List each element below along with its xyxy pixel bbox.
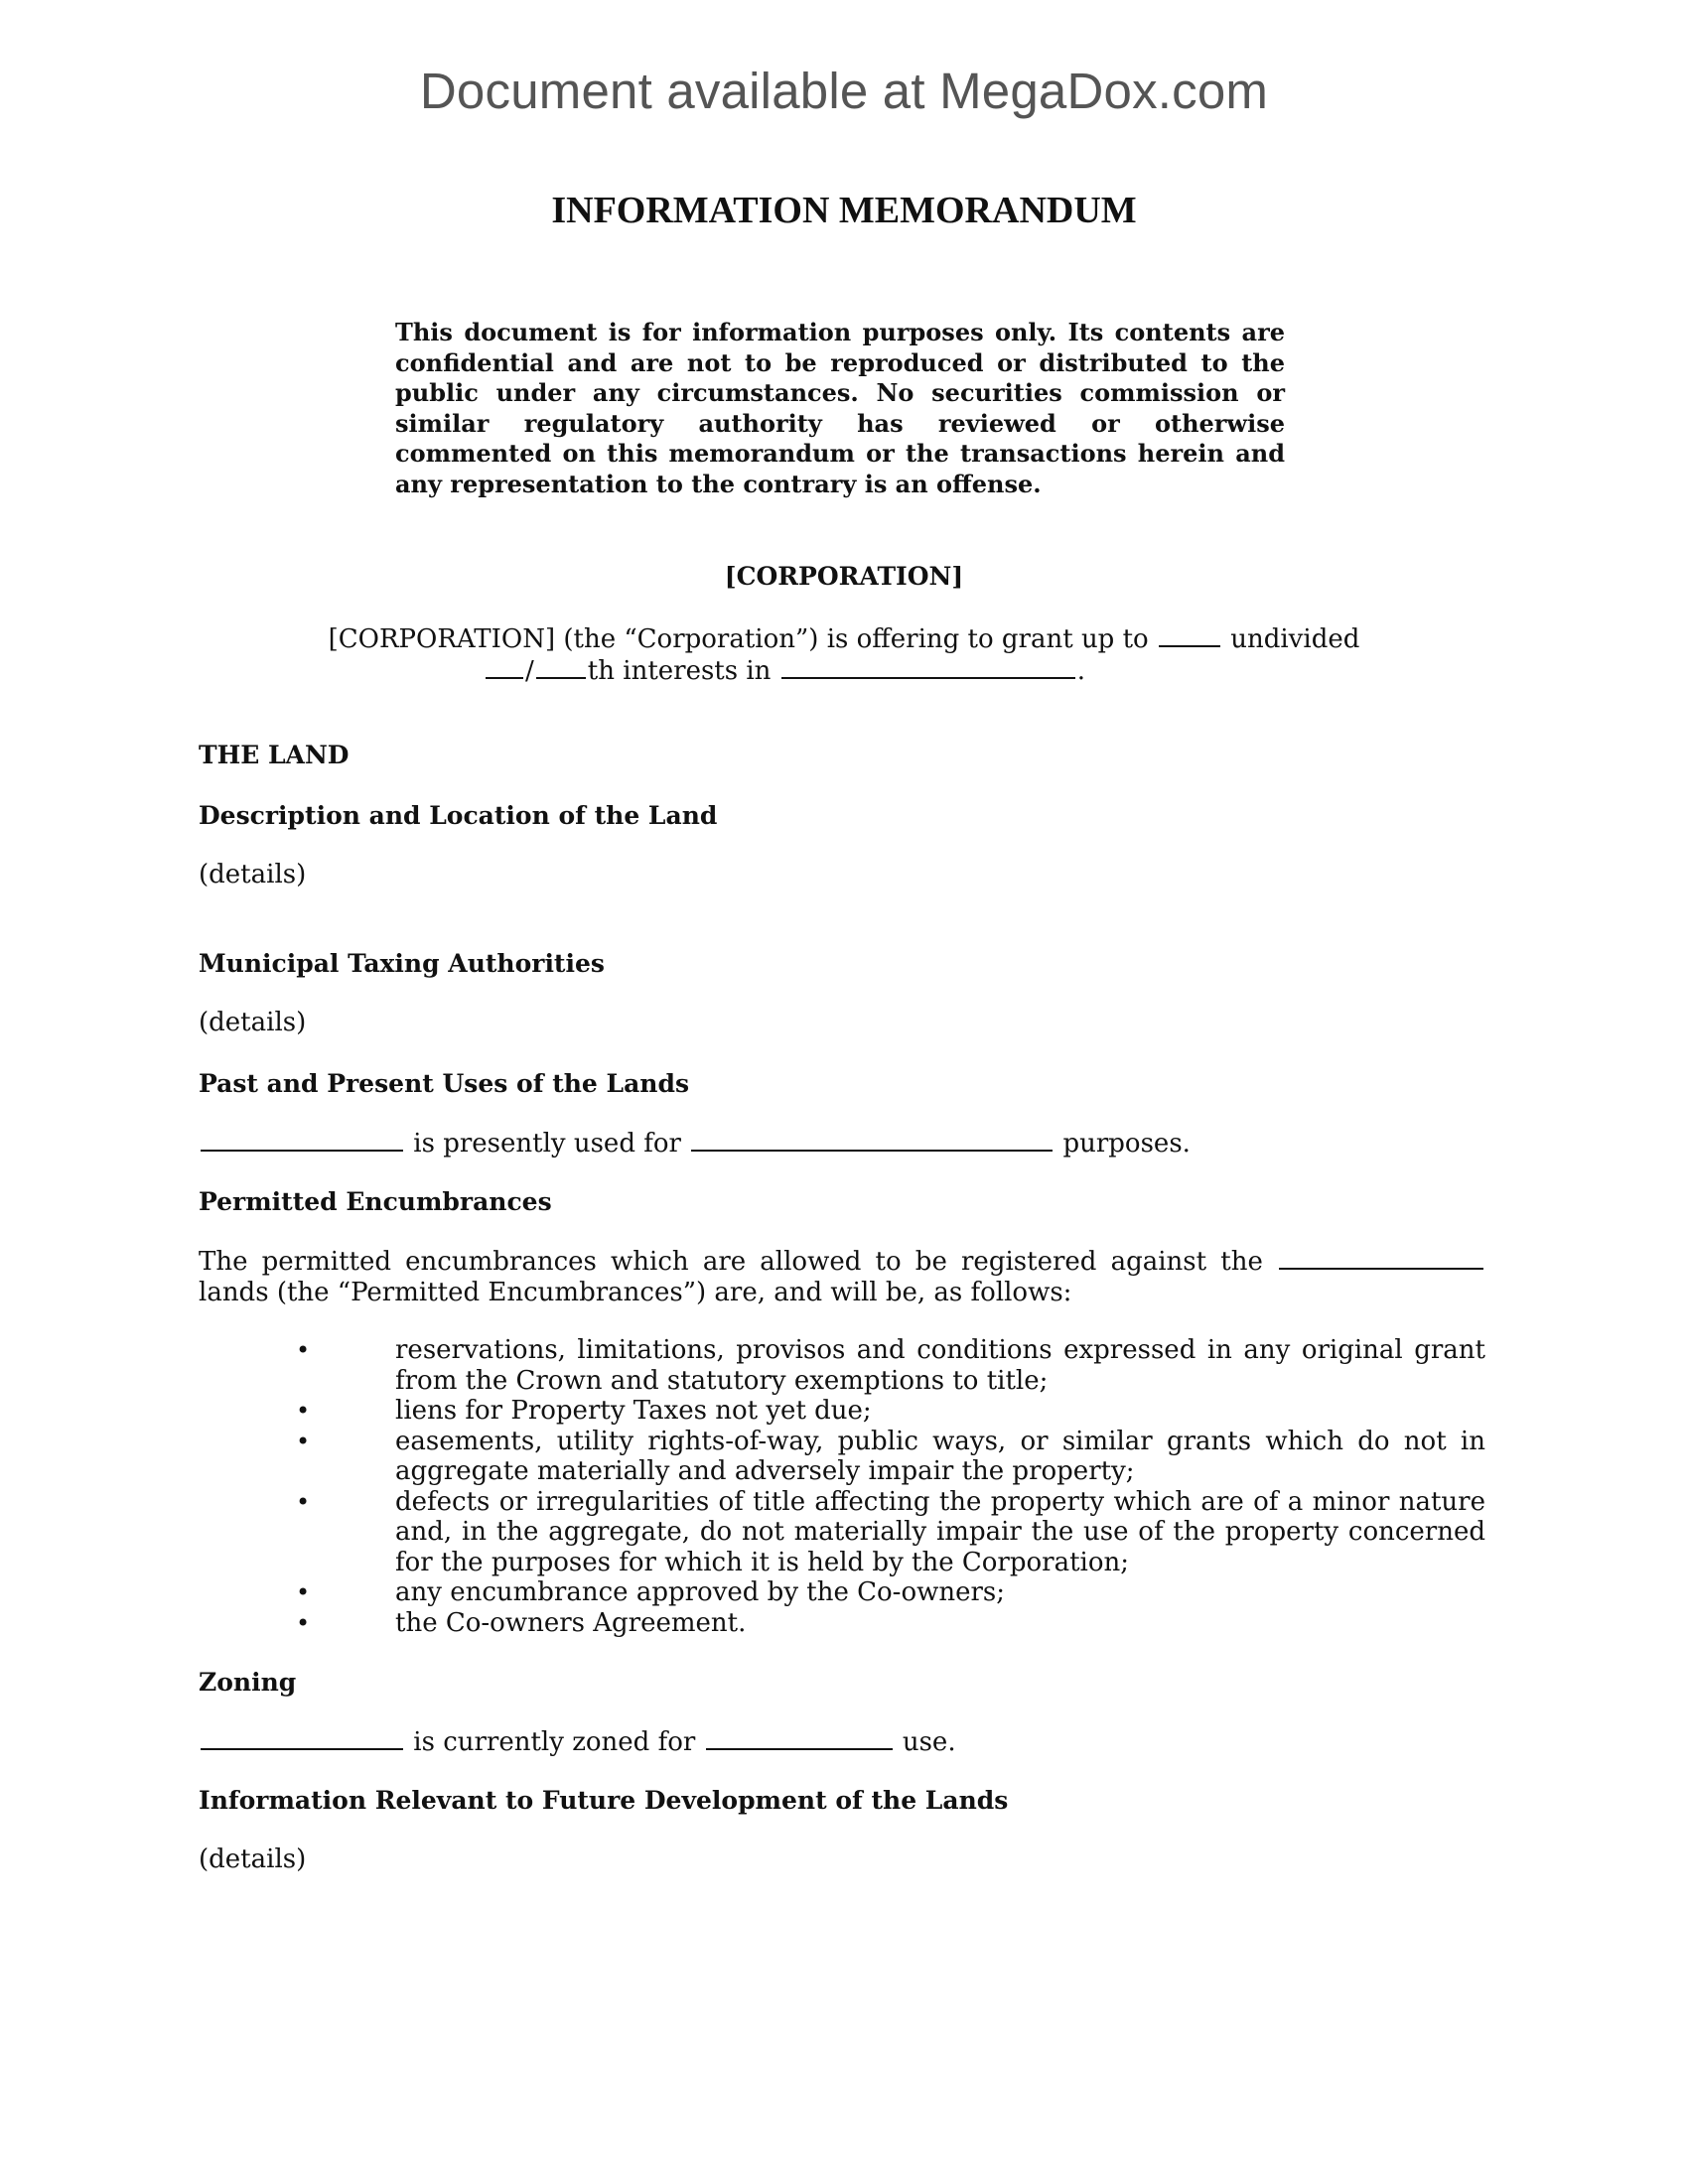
offer-slash: / xyxy=(525,656,534,686)
list-item xyxy=(199,1396,1485,1427)
list-item xyxy=(199,1608,1485,1639)
uses-heading: Past and Present Uses of the Lands xyxy=(199,1069,690,1098)
description-heading: Description and Location of the Land xyxy=(199,801,718,830)
offer-end: . xyxy=(1076,656,1085,686)
bullet-icon: • xyxy=(296,1608,311,1637)
permitted-intro xyxy=(199,1246,1485,1307)
blank-land-name[interactable] xyxy=(201,1128,403,1152)
blank-property-name[interactable] xyxy=(781,655,1075,679)
uses-statement xyxy=(199,1128,1191,1159)
permitted-intro-b: lands (the “Permitted Encumbrances”) are, and will be, as follows: xyxy=(199,1277,1072,1307)
list-item-text: the Co-owners Agreement. xyxy=(395,1607,747,1638)
offer-text-3: th interests in xyxy=(587,656,772,686)
description-details: (details) xyxy=(199,860,307,889)
list-item-text: reservations, limitations, provisos and conditions expressed in any original grant from the Crown and statutory exemptions to title; xyxy=(395,1335,1485,1396)
list-item-text: defects or irregularities of title affecting the property which are of a minor nature and, in the aggregate, do not materially impair the use of the property concerned for the purposes for which it is held by the Corporation; xyxy=(395,1486,1485,1577)
bullet-icon: • xyxy=(296,1397,311,1425)
blank-zoning-land[interactable] xyxy=(201,1726,403,1750)
bullet-icon: • xyxy=(296,1336,311,1364)
list-item-text: any encumbrance approved by the Co-owners; xyxy=(395,1577,1006,1607)
zoning-mid: is currently zoned for xyxy=(413,1727,696,1757)
land-heading: THE LAND xyxy=(199,741,350,769)
blank-denominator[interactable] xyxy=(536,655,586,679)
list-item-text: liens for Property Taxes not yet due; xyxy=(395,1396,872,1426)
bullet-icon: • xyxy=(296,1578,311,1606)
megadox-banner: Document available at MegaDox.com xyxy=(419,63,1269,119)
blank-zoning-use[interactable] xyxy=(706,1726,893,1750)
corporation-heading: [CORPORATION] xyxy=(724,562,964,591)
uses-end: purposes. xyxy=(1062,1129,1191,1159)
list-item xyxy=(199,1427,1485,1487)
encumbrance-list xyxy=(199,1335,1485,1638)
list-item xyxy=(199,1577,1485,1608)
zoning-statement xyxy=(199,1726,956,1757)
list-item xyxy=(199,1335,1485,1396)
municipal-details: (details) xyxy=(199,1008,307,1037)
bullet-icon: • xyxy=(296,1487,311,1516)
document-title: INFORMATION MEMORANDUM xyxy=(551,190,1137,231)
uses-mid: is presently used for xyxy=(413,1129,681,1159)
blank-interest-count[interactable] xyxy=(1159,623,1220,647)
confidentiality-notice: This document is for information purposes only. Its contents are confidential and are not to be reproduced or distributed to the public under any circumstances. No securities commission or similar regulatory authority has reviewed or otherwise commented on this memorandum or the transactions herein and any representation to the contrary is an offense. xyxy=(395,318,1285,498)
blank-lands-name[interactable] xyxy=(1279,1246,1483,1270)
blank-use-purpose[interactable] xyxy=(691,1128,1053,1152)
zoning-heading: Zoning xyxy=(199,1668,297,1697)
offer-text-2: undivided xyxy=(1230,624,1360,654)
municipal-heading: Municipal Taxing Authorities xyxy=(199,949,605,978)
offer-statement xyxy=(0,623,1688,687)
blank-numerator[interactable] xyxy=(486,655,523,679)
bullet-icon: • xyxy=(296,1427,311,1455)
permitted-intro-a: The permitted encumbrances which are allowed to be registered against the xyxy=(199,1247,1263,1277)
zoning-end: use. xyxy=(902,1727,956,1757)
offer-text-1: [CORPORATION] (the “Corporation”) is offering to grant up to xyxy=(328,624,1149,654)
future-details: (details) xyxy=(199,1844,307,1874)
future-heading: Information Relevant to Future Development of the Lands xyxy=(199,1786,1009,1815)
list-item-text: easements, utility rights-of-way, public ways, or similar grants which do not in aggregate materially and adversely impair the property; xyxy=(395,1426,1485,1486)
permitted-heading: Permitted Encumbrances xyxy=(199,1187,552,1216)
list-item xyxy=(199,1487,1485,1578)
